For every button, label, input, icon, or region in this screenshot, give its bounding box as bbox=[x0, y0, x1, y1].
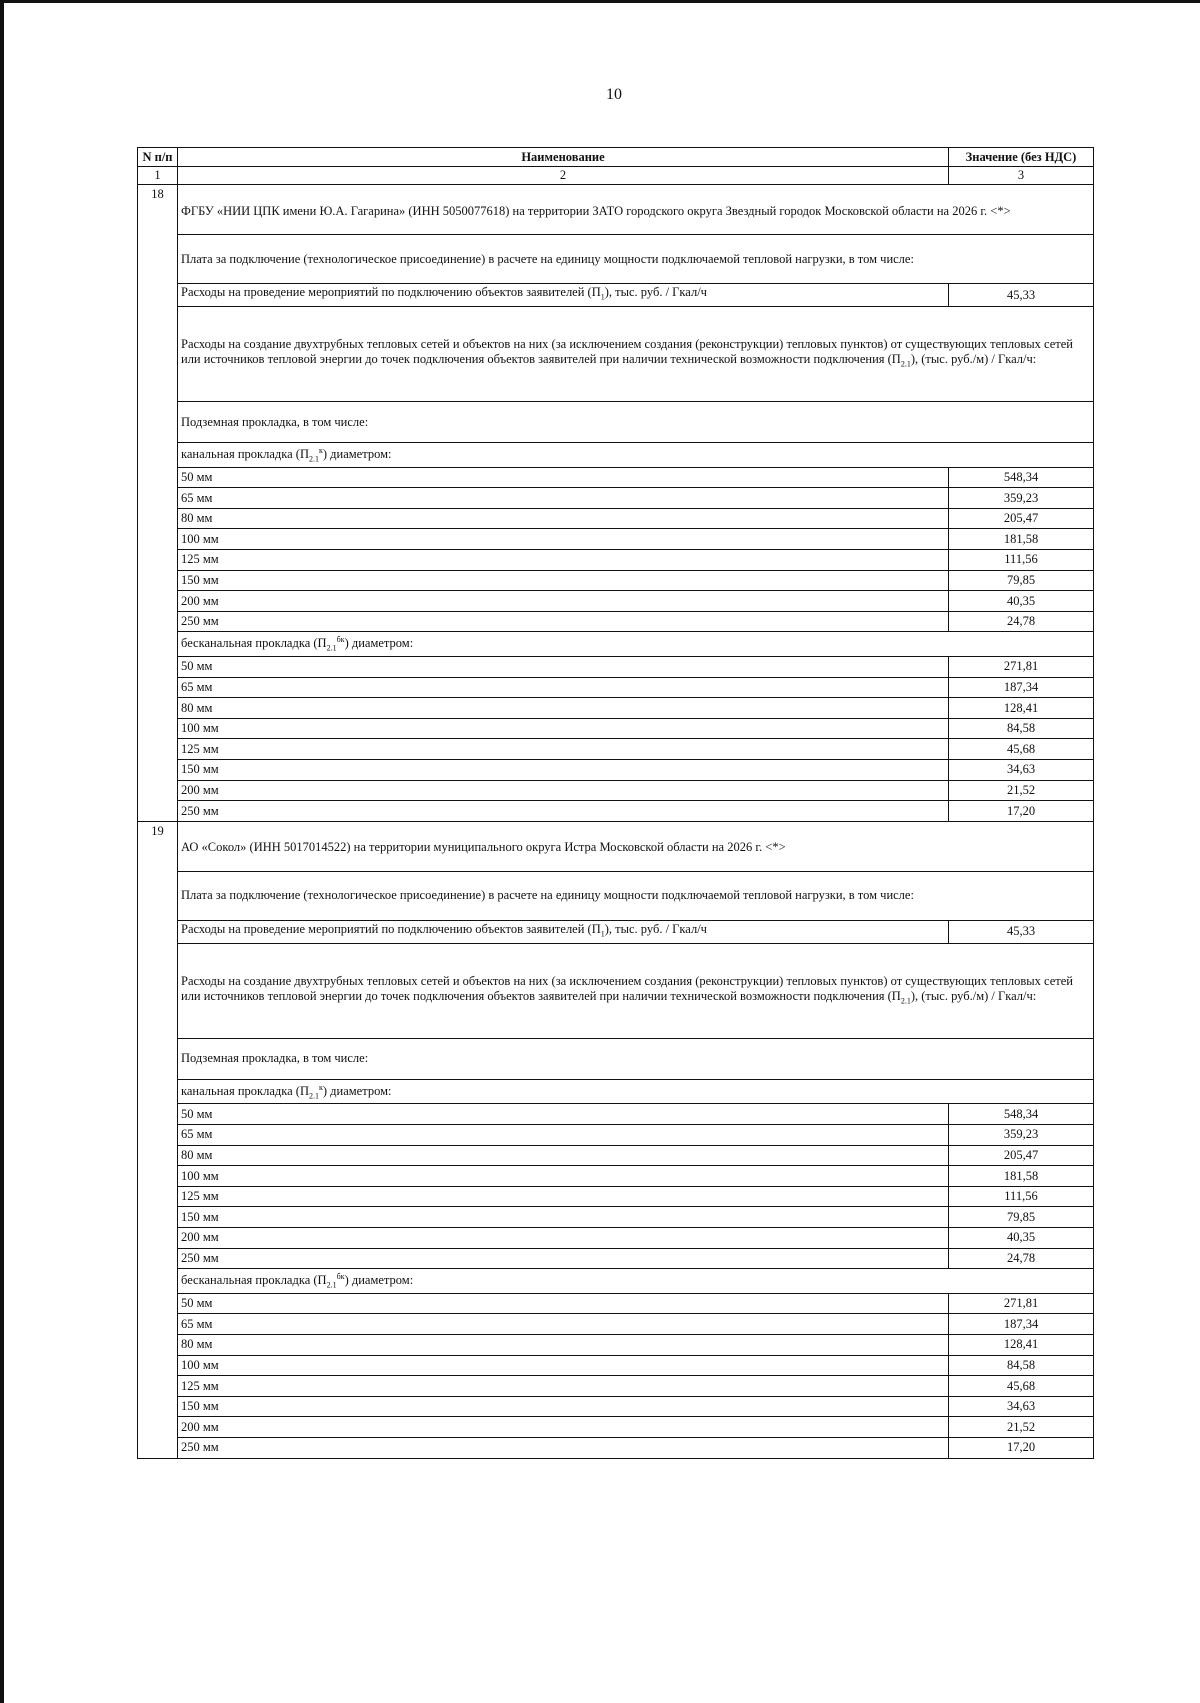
diameter-value: 21,52 bbox=[949, 1417, 1094, 1438]
diameter-label: 65 мм bbox=[178, 677, 949, 698]
diameter-value: 548,34 bbox=[949, 467, 1094, 488]
nochannel-sub: 2.1 bbox=[326, 1280, 337, 1290]
diameter-label: 125 мм bbox=[178, 1376, 949, 1397]
channel-tail: ) диаметром: bbox=[322, 1083, 392, 1098]
scan-border-left bbox=[0, 0, 4, 1703]
diameter-value: 17,20 bbox=[949, 801, 1094, 822]
nochannel-diameter-row bbox=[138, 1314, 1094, 1335]
channel-diameter-row bbox=[138, 591, 1094, 612]
channel-diameter-row bbox=[138, 1186, 1094, 1207]
diameter-value: 24,78 bbox=[949, 1248, 1094, 1269]
p1-value: 45,33 bbox=[949, 284, 1094, 307]
nochannel-subheader-row bbox=[138, 1269, 1094, 1294]
diameter-label: 100 мм bbox=[178, 1166, 949, 1187]
p1-label-text: Расходы на проведение мероприятий по подключению объектов заявителей (П bbox=[181, 285, 601, 300]
nochannel-subheader bbox=[178, 632, 1094, 657]
diameter-value: 24,78 bbox=[949, 611, 1094, 632]
channel-diameter-row bbox=[138, 1166, 1094, 1187]
p21-text-body: Расходы на создание двухтрубных тепловых сетей и объектов на них (за исключением создания (реконструкции) тепловых пунктов) от существующих тепловых сетей или источников тепловой энергии до точек подключения объектов заявителей при наличии технической возможности подключения (П bbox=[181, 973, 1073, 1003]
diameter-value: 359,23 bbox=[949, 1125, 1094, 1146]
diameter-label: 250 мм bbox=[178, 801, 949, 822]
p1-label-text: Расходы на проведение мероприятий по подключению объектов заявителей (П bbox=[181, 922, 601, 937]
p21-text bbox=[178, 307, 1094, 402]
p21-row bbox=[138, 307, 1094, 402]
diameter-label: 150 мм bbox=[178, 760, 949, 781]
diameter-label: 65 мм bbox=[178, 488, 949, 509]
diameter-value: 40,35 bbox=[949, 1228, 1094, 1249]
diameter-value: 79,85 bbox=[949, 570, 1094, 591]
diameter-value: 187,34 bbox=[949, 677, 1094, 698]
header-row bbox=[138, 148, 1094, 167]
channel-diameter-row bbox=[138, 1104, 1094, 1125]
header-name: Наименование bbox=[178, 148, 949, 167]
p21-text-body: Расходы на создание двухтрубных тепловых сетей и объектов на них (за исключением создания (реконструкции) тепловых пунктов) от существующих тепловых сетей или источников тепловой энергии до точек подключения объектов заявителей при наличии технической возможности подключения (П bbox=[181, 336, 1073, 366]
channel-diameter-row bbox=[138, 611, 1094, 632]
section-title: ФГБУ «НИИ ЦПК имени Ю.А. Гагарина» (ИНН 5050077618) на территории ЗАТО городского округа Звездный городок Московской области на 2026 г. <*> bbox=[178, 185, 1094, 235]
p21-text-tail: ), (тыс. руб./м) / Гкал/ч: bbox=[910, 351, 1037, 366]
nochannel-diameter-row bbox=[138, 760, 1094, 781]
index-row bbox=[138, 167, 1094, 185]
nochannel-diameter-row bbox=[138, 1376, 1094, 1397]
nochannel-diameter-row bbox=[138, 1355, 1094, 1376]
nochannel-diameter-row bbox=[138, 657, 1094, 678]
diameter-label: 125 мм bbox=[178, 1186, 949, 1207]
diameter-value: 111,56 bbox=[949, 550, 1094, 571]
p21-text-sub: 2.1 bbox=[900, 359, 911, 369]
table-body bbox=[138, 185, 1094, 1459]
section-title: АО «Сокол» (ИНН 5017014522) на территории муниципального округа Истра Московской области на 2026 г. <*> bbox=[178, 821, 1094, 871]
section-title-row bbox=[138, 185, 1094, 235]
diameter-label: 50 мм bbox=[178, 1293, 949, 1314]
diameter-value: 271,81 bbox=[949, 1293, 1094, 1314]
channel-tail: ) диаметром: bbox=[322, 447, 392, 462]
connection-fee-text: Плата за подключение (технологическое присоединение) в расчете на единицу мощности подключаемой тепловой нагрузки, в том числе: bbox=[178, 871, 1094, 920]
header-value: Значение (без НДС) bbox=[949, 148, 1094, 167]
diameter-label: 65 мм bbox=[178, 1125, 949, 1146]
diameter-label: 250 мм bbox=[178, 1438, 949, 1459]
p21-row bbox=[138, 943, 1094, 1038]
nochannel-diameter-row bbox=[138, 739, 1094, 760]
diameter-value: 34,63 bbox=[949, 760, 1094, 781]
diameter-label: 50 мм bbox=[178, 467, 949, 488]
channel-diameter-row bbox=[138, 508, 1094, 529]
nochannel-diameter-row bbox=[138, 1417, 1094, 1438]
p1-value: 45,33 bbox=[949, 920, 1094, 943]
diameter-label: 50 мм bbox=[178, 1104, 949, 1125]
diameter-label: 80 мм bbox=[178, 698, 949, 719]
diameter-value: 128,41 bbox=[949, 1335, 1094, 1356]
diameter-value: 21,52 bbox=[949, 780, 1094, 801]
diameter-value: 79,85 bbox=[949, 1207, 1094, 1228]
channel-diameter-row bbox=[138, 550, 1094, 571]
diameter-value: 17,20 bbox=[949, 1438, 1094, 1459]
nochannel-diameter-row bbox=[138, 1335, 1094, 1356]
diameter-value: 205,47 bbox=[949, 1145, 1094, 1166]
nochannel-subheader-row bbox=[138, 632, 1094, 657]
nochannel-sub: 2.1 bbox=[326, 644, 337, 654]
diameter-label: 65 мм bbox=[178, 1314, 949, 1335]
channel-subheader-row bbox=[138, 443, 1094, 468]
section-number: 18 bbox=[138, 185, 178, 822]
diameter-value: 181,58 bbox=[949, 1166, 1094, 1187]
index-col-2: 2 bbox=[178, 167, 949, 185]
channel-diameter-row bbox=[138, 1125, 1094, 1146]
channel-diameter-row bbox=[138, 1207, 1094, 1228]
diameter-label: 125 мм bbox=[178, 739, 949, 760]
p1-label-tail: ), тыс. руб. / Гкал/ч bbox=[604, 922, 707, 937]
diameter-label: 80 мм bbox=[178, 1145, 949, 1166]
nochannel-diameter-row bbox=[138, 780, 1094, 801]
channel-sub: 2.1 bbox=[309, 454, 319, 464]
diameter-label: 100 мм bbox=[178, 529, 949, 550]
nochannel-sup: бк bbox=[336, 635, 345, 645]
diameter-label: 250 мм bbox=[178, 611, 949, 632]
diameter-label: 100 мм bbox=[178, 1355, 949, 1376]
diameter-label: 200 мм bbox=[178, 1417, 949, 1438]
nochannel-sup: бк bbox=[336, 1272, 345, 1282]
nochannel-label: бесканальная прокладка (П bbox=[181, 636, 327, 651]
channel-diameter-row bbox=[138, 570, 1094, 591]
diameter-value: 45,68 bbox=[949, 739, 1094, 760]
p1-label bbox=[178, 920, 949, 943]
diameter-label: 80 мм bbox=[178, 508, 949, 529]
nochannel-diameter-row bbox=[138, 698, 1094, 719]
channel-subheader bbox=[178, 443, 1094, 468]
connection-fee-row bbox=[138, 871, 1094, 920]
diameter-value: 84,58 bbox=[949, 718, 1094, 739]
nochannel-diameter-row bbox=[138, 718, 1094, 739]
channel-diameter-row bbox=[138, 1145, 1094, 1166]
diameter-label: 150 мм bbox=[178, 1207, 949, 1228]
diameter-label: 200 мм bbox=[178, 591, 949, 612]
diameter-label: 100 мм bbox=[178, 718, 949, 739]
nochannel-subheader bbox=[178, 1269, 1094, 1294]
diameter-label: 200 мм bbox=[178, 780, 949, 801]
diameter-value: 40,35 bbox=[949, 591, 1094, 612]
p21-text bbox=[178, 943, 1094, 1038]
index-col-3: 3 bbox=[949, 167, 1094, 185]
diameter-value: 181,58 bbox=[949, 529, 1094, 550]
header-num: N п/п bbox=[138, 148, 178, 167]
tariff-table bbox=[137, 147, 1094, 1459]
diameter-label: 50 мм bbox=[178, 657, 949, 678]
diameter-label: 150 мм bbox=[178, 570, 949, 591]
section-number: 19 bbox=[138, 821, 178, 1458]
channel-subheader bbox=[178, 1079, 1094, 1104]
channel-subheader-row bbox=[138, 1079, 1094, 1104]
diameter-value: 187,34 bbox=[949, 1314, 1094, 1335]
channel-label: канальная прокладка (П bbox=[181, 447, 309, 462]
diameter-label: 200 мм bbox=[178, 1228, 949, 1249]
nochannel-diameter-row bbox=[138, 801, 1094, 822]
diameter-value: 111,56 bbox=[949, 1186, 1094, 1207]
diameter-label: 80 мм bbox=[178, 1335, 949, 1356]
diameter-label: 150 мм bbox=[178, 1396, 949, 1417]
p21-text-sub: 2.1 bbox=[900, 996, 911, 1006]
diameter-value: 359,23 bbox=[949, 488, 1094, 509]
diameter-value: 271,81 bbox=[949, 657, 1094, 678]
nochannel-diameter-row bbox=[138, 677, 1094, 698]
p21-text-tail: ), (тыс. руб./м) / Гкал/ч: bbox=[910, 988, 1037, 1003]
nochannel-tail: ) диаметром: bbox=[344, 1273, 414, 1288]
p1-row bbox=[138, 920, 1094, 943]
p1-label-sub: 1 bbox=[600, 292, 605, 302]
connection-fee-text: Плата за подключение (технологическое присоединение) в расчете на единицу мощности подключаемой тепловой нагрузки, в том числе: bbox=[178, 235, 1094, 284]
diameter-label: 125 мм bbox=[178, 550, 949, 571]
underground-row bbox=[138, 402, 1094, 443]
diameter-label: 250 мм bbox=[178, 1248, 949, 1269]
diameter-value: 205,47 bbox=[949, 508, 1094, 529]
nochannel-label: бесканальная прокладка (П bbox=[181, 1273, 327, 1288]
section-title-row bbox=[138, 821, 1094, 871]
channel-sup: к bbox=[319, 446, 323, 455]
nochannel-diameter-row bbox=[138, 1438, 1094, 1459]
p1-row bbox=[138, 284, 1094, 307]
diameter-value: 548,34 bbox=[949, 1104, 1094, 1125]
scan-border-top bbox=[0, 0, 1200, 3]
page-number: 10 bbox=[606, 86, 622, 103]
connection-fee-row bbox=[138, 235, 1094, 284]
underground-text: Подземная прокладка, в том числе: bbox=[178, 1038, 1094, 1079]
channel-diameter-row bbox=[138, 1248, 1094, 1269]
channel-sup: к bbox=[319, 1082, 323, 1092]
diameter-value: 34,63 bbox=[949, 1396, 1094, 1417]
index-col-1: 1 bbox=[138, 167, 178, 185]
nochannel-diameter-row bbox=[138, 1293, 1094, 1314]
diameter-value: 84,58 bbox=[949, 1355, 1094, 1376]
nochannel-tail: ) диаметром: bbox=[344, 636, 414, 651]
channel-sub: 2.1 bbox=[309, 1091, 319, 1101]
underground-text: Подземная прокладка, в том числе: bbox=[178, 402, 1094, 443]
p1-label-tail: ), тыс. руб. / Гкал/ч bbox=[604, 285, 707, 300]
underground-row bbox=[138, 1038, 1094, 1079]
diameter-value: 45,68 bbox=[949, 1376, 1094, 1397]
p1-label bbox=[178, 284, 949, 307]
p1-label-sub: 1 bbox=[600, 929, 605, 939]
channel-label: канальная прокладка (П bbox=[181, 1083, 309, 1098]
channel-diameter-row bbox=[138, 488, 1094, 509]
channel-diameter-row bbox=[138, 467, 1094, 488]
channel-diameter-row bbox=[138, 529, 1094, 550]
nochannel-diameter-row bbox=[138, 1396, 1094, 1417]
channel-diameter-row bbox=[138, 1228, 1094, 1249]
diameter-value: 128,41 bbox=[949, 698, 1094, 719]
